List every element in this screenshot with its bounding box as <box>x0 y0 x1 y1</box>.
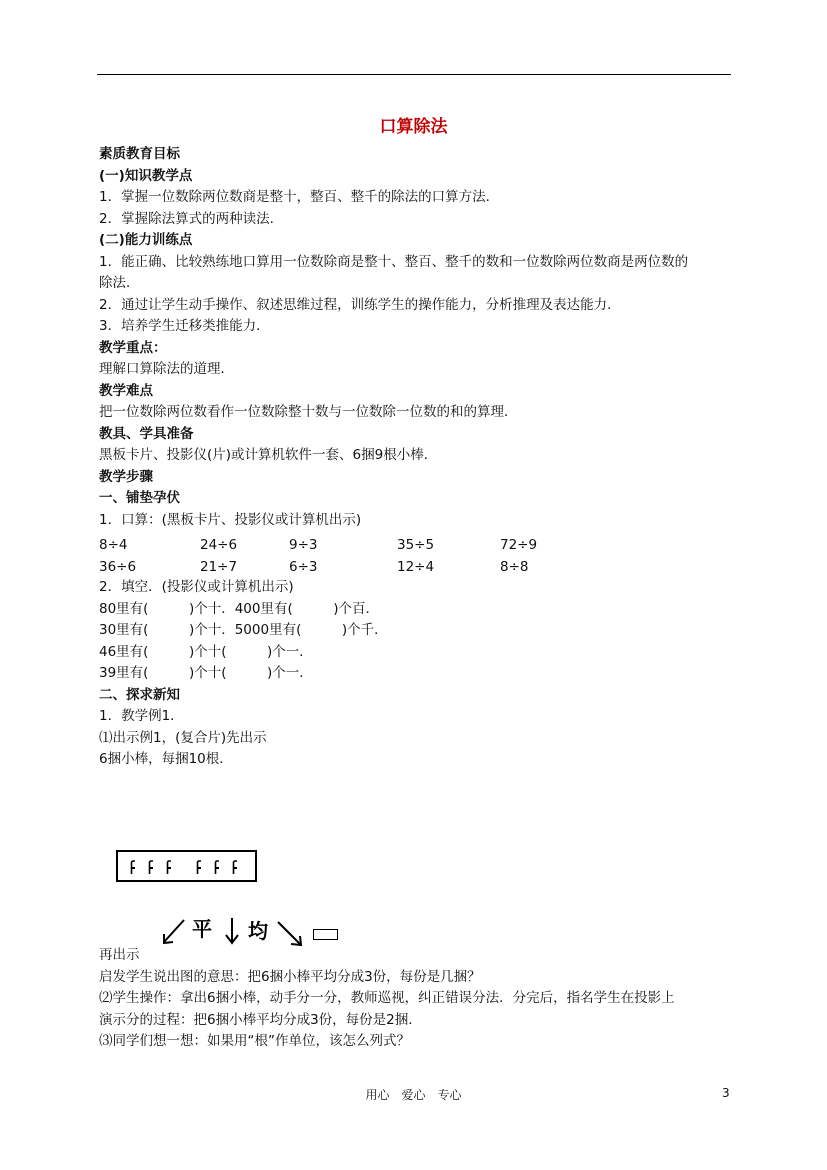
section-heading: 教学重点： <box>99 339 167 356</box>
text-line: 理解口算除法的道理． <box>99 361 234 377</box>
oral-item: 24÷6 <box>200 537 238 553</box>
section-heading: 教学步骤 <box>99 468 153 485</box>
header-rule <box>97 74 731 75</box>
text-line: 再出示 <box>99 947 140 963</box>
stick-bundle-icon <box>148 860 153 874</box>
text-line: 30里有( )个十．5000里有( )个千． <box>99 622 388 638</box>
stick-bundle-icon <box>166 860 171 874</box>
text-line: 2．通过让学生动手操作、叙述思维过程，训练学生的操作能力，分析推理及表达能力． <box>99 296 621 313</box>
stick-bundle-icon <box>130 860 135 874</box>
text-line: ⑵学生操作：拿出6捆小棒，动手分一分，教师巡视，纠正错误分法．分完后，指名学生在投影上 <box>99 990 675 1006</box>
text-line: 1．口算：(黑板卡片、投影仪或计算机出示) <box>99 511 362 528</box>
text-line: 把一位数除两位数看作一位数除整十数与一位数除一位数的和的算理． <box>99 404 518 420</box>
text-line: 6捆小棒，每捆10根． <box>99 751 233 767</box>
text-line: 1．掌握一位数除两位数商是整十，整百、整千的除法的口算方法． <box>99 189 500 205</box>
stick-bundle-icon <box>196 860 201 874</box>
section-heading: (一)知识教学点 <box>99 167 193 184</box>
text-line: 黑板卡片、投影仪(片)或计算机软件一套、6捆9根小棒． <box>99 447 438 463</box>
section-heading: 教学难点 <box>99 382 153 399</box>
section-heading: (二)能力训练点 <box>99 232 193 248</box>
oral-item: 8÷4 <box>99 537 128 553</box>
text-line: 39里有( )个十( )个一． <box>99 665 313 681</box>
stick-bundle-icon <box>214 860 219 874</box>
oral-item: 6÷3 <box>289 559 318 575</box>
stick-bundle-icon <box>232 860 237 874</box>
text-line: 80里有( )个十．400里有( )个百． <box>99 600 380 617</box>
text-line: 1．教学例1． <box>99 708 184 724</box>
oral-item: 8÷8 <box>500 559 529 575</box>
oral-item: 21÷7 <box>200 559 238 575</box>
text-line: 3．培养学生迁移类推能力． <box>99 318 270 334</box>
oral-item: 72÷9 <box>500 537 538 553</box>
divide-arrows-figure <box>160 912 310 952</box>
section-heading: 一、铺垫孕伏 <box>99 490 180 506</box>
page-title: 口算除法 <box>379 117 448 137</box>
footer-text: 用心 爱心 专心 <box>365 1088 462 1102</box>
text-line: ⑴出示例1，(复合片)先出示 <box>99 729 267 746</box>
oral-item: 35÷5 <box>397 537 435 553</box>
text-line: ⑶同学们想一想：如果用“根”作单位，该怎么列式？ <box>99 1033 410 1049</box>
oral-item: 12÷4 <box>397 559 435 575</box>
text-line: 启发学生说出图的意思：把6捆小棒平均分成3份，每份是几捆？ <box>99 968 481 985</box>
text-line: 2．填空．(投影仪或计算机出示) <box>99 579 294 595</box>
arrow-label-1: 平 <box>192 917 212 941</box>
text-line: 1．能正确、比较熟练地口算用一位数除商是整十、整百、整千的数和一位数除两位数商是两位数的 <box>99 253 689 270</box>
oral-item: 9÷3 <box>289 537 318 553</box>
text-line: 46里有( )个十( )个一． <box>99 643 313 660</box>
section-heading: 二、探求新知 <box>99 686 180 703</box>
stick-bundles-figure <box>116 850 257 882</box>
section-heading: 素质教育目标 <box>99 146 180 162</box>
oral-item: 36÷6 <box>99 559 137 575</box>
text-line: 演示分的过程：把6捆小棒平均分成3份，每份是2捆． <box>99 1011 422 1028</box>
text-line: 2．掌握除法算式的两种读法． <box>99 210 284 227</box>
page-number: 3 <box>722 1086 730 1100</box>
arrow-label-2: 均 <box>248 919 268 943</box>
section-heading: 教具、学具准备 <box>99 425 194 442</box>
text-line: 除法． <box>99 275 140 291</box>
result-box <box>313 929 338 940</box>
